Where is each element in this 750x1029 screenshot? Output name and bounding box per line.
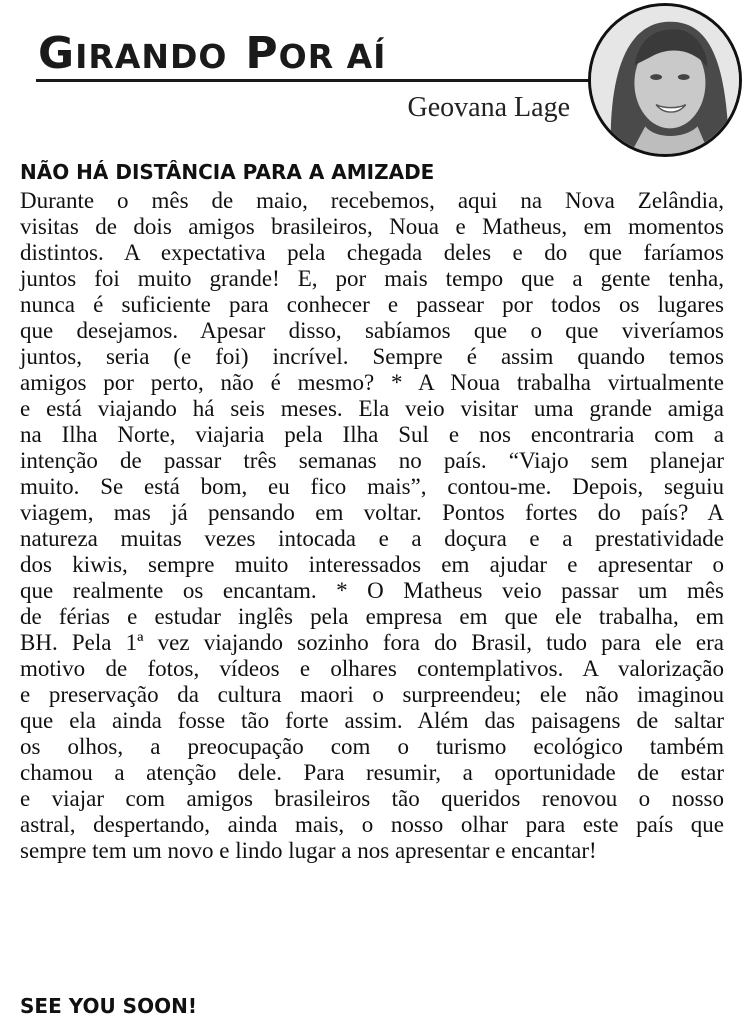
article-line: que realmente os encantam. * O Matheus veio passar um mês <box>20 578 724 603</box>
article-line: muito. Se está bom, eu fico mais”, contou-me. Depois, seguiu <box>20 474 724 499</box>
column-title-initial-1: G <box>38 28 76 79</box>
author-portrait-image <box>591 6 739 154</box>
article-line: os olhos, a preocupação com o turismo ecológico também <box>20 734 724 759</box>
article-line: que desejamos. Apesar disso, sabíamos que o que viveríamos <box>20 318 724 343</box>
article-line: viagem, mas já pensando em voltar. Pontos fortes do país? A <box>20 500 724 525</box>
article-line: amigos por perto, não é mesmo? * A Noua trabalha virtualmente <box>20 370 724 395</box>
article-signoff: SEE YOU SOON! <box>20 994 197 1018</box>
article-line: juntos foi muito grande! E, por mais tempo que a gente tenha, <box>20 266 724 291</box>
column-title <box>38 28 386 79</box>
article-line: e viajar com amigos brasileiros tão queridos renovou o nosso <box>20 786 724 811</box>
article-line: intenção de passar três semanas no país. “Viajo sem planejar <box>20 448 724 473</box>
article-line: astral, despertando, ainda mais, o nosso olhar para este país que <box>20 812 724 837</box>
article-line: nunca é suficiente para conhecer e passear por todos os lugares <box>20 292 724 317</box>
article-body <box>20 188 724 864</box>
article-line: na Ilha Norte, viajaria pela Ilha Sul e nos encontraria com a <box>20 422 724 447</box>
article-line: distintos. A expectativa pela chegada deles e do que faríamos <box>20 240 724 265</box>
column-title-initial-2: P <box>245 28 279 79</box>
article-line: de férias e estudar inglês pela empresa em que ele trabalha, em <box>20 604 724 629</box>
article-line: BH. Pela 1ª vez viajando sozinho fora do Brasil, tudo para ele era <box>20 630 724 655</box>
article-line: e preservação da cultura maori o surpreendeu; ele não imaginou <box>20 682 724 707</box>
article-headline: NÃO HÁ DISTÂNCIA PARA A AMIZADE <box>20 160 435 184</box>
column-title-word-2: OR AÍ <box>278 37 387 76</box>
article-line: chamou a atenção dele. Para resumir, a oportunidade de estar <box>20 760 724 785</box>
article-line: sempre tem um novo e lindo lugar a nos apresentar e encantar! <box>20 838 597 863</box>
column-header <box>0 0 750 160</box>
article-line: Durante o mês de maio, recebemos, aqui na Nova Zelândia, <box>20 188 724 213</box>
article-line: visitas de dois amigos brasileiros, Noua e Matheus, em momentos <box>20 214 724 239</box>
article-line: que ela ainda fosse tão forte assim. Além das paisagens de saltar <box>20 708 724 733</box>
column-title-word-1: IRANDO <box>75 37 228 76</box>
article-line: motivo de fotos, vídeos e olhares contemplativos. A valorização <box>20 656 724 681</box>
article-line: natureza muitas vezes intocada e a doçura e a prestatividade <box>20 526 724 551</box>
article-line: e está viajando há seis meses. Ela veio visitar uma grande amiga <box>20 396 724 421</box>
article-line: juntos, seria (e foi) incrível. Sempre é assim quando temos <box>20 344 724 369</box>
header-rule <box>36 79 596 82</box>
author-name: Geovana Lage <box>407 92 570 123</box>
author-photo <box>588 3 742 157</box>
article-line: dos kiwis, sempre muito interessados em ajudar e apresentar o <box>20 552 724 577</box>
